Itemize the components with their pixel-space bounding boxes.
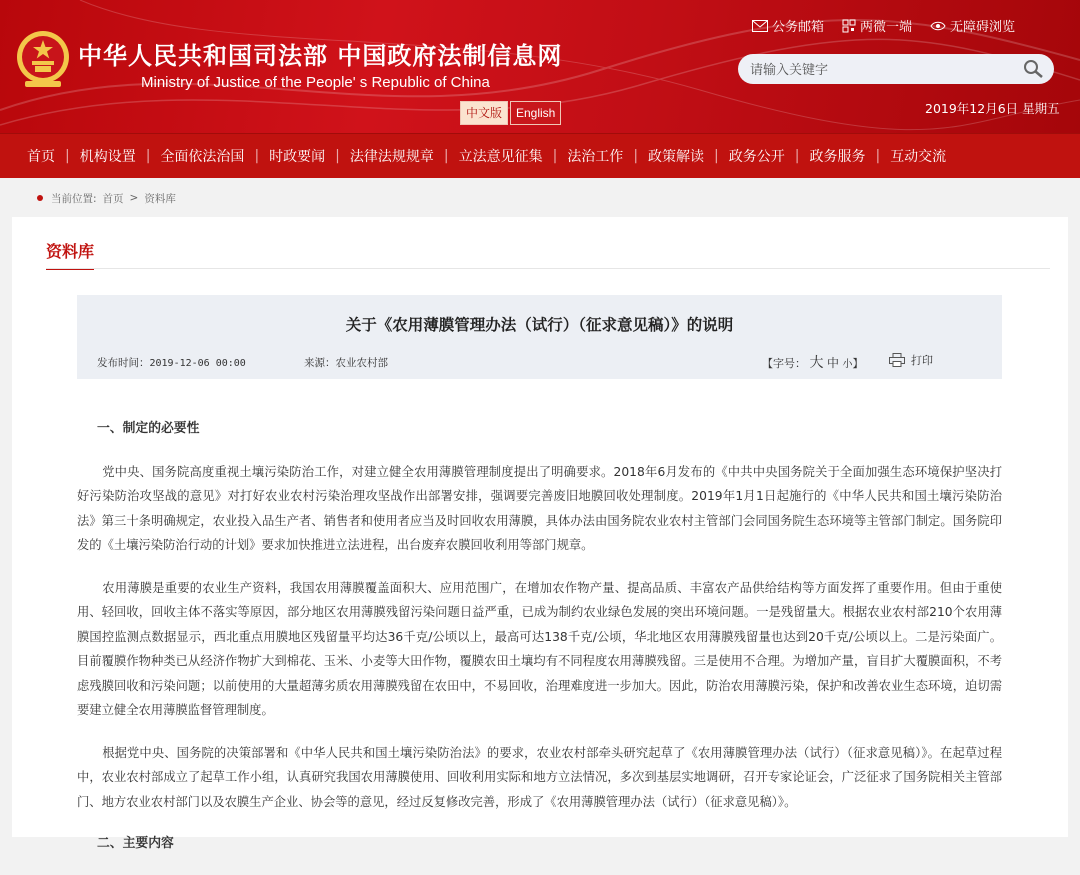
search-box bbox=[738, 54, 1054, 84]
national-emblem-icon bbox=[15, 27, 71, 91]
section-title: 资料库 bbox=[46, 239, 94, 270]
font-size-small-button[interactable]: 小 bbox=[842, 359, 853, 370]
breadcrumb bbox=[0, 178, 1080, 218]
weibo-wechat-app-label: 两微一端 bbox=[860, 20, 913, 35]
breadcrumb-home-link[interactable]: 首页 bbox=[102, 192, 124, 205]
nav-item-policy-interpretation[interactable]: 政策解读 bbox=[648, 149, 705, 165]
language-english-button[interactable]: English bbox=[510, 101, 561, 125]
top-links bbox=[752, 16, 1015, 35]
location-dot-icon bbox=[37, 195, 43, 201]
nav-item-organization[interactable]: 机构设置 bbox=[79, 149, 136, 165]
current-date: 2019年12月6日 星期五 bbox=[925, 101, 1060, 116]
site-header bbox=[0, 0, 1080, 133]
nav-item-laws-regulations[interactable]: 法律法规规章 bbox=[349, 149, 434, 165]
font-size-medium-button[interactable]: 中 bbox=[827, 356, 840, 370]
printer-icon bbox=[889, 353, 905, 367]
publish-time-value: 2019-12-06 00:00 bbox=[149, 358, 246, 369]
nav-separator: | bbox=[552, 148, 558, 164]
source-value: 农业农村部 bbox=[335, 357, 388, 369]
site-title-chinese[interactable]: 中华人民共和国司法部 中国政府法制信息网 bbox=[78, 41, 563, 70]
nav-separator: | bbox=[254, 148, 260, 164]
eye-icon bbox=[930, 20, 946, 32]
nav-separator: | bbox=[875, 148, 881, 164]
nav-separator: | bbox=[335, 148, 340, 164]
article-header bbox=[77, 295, 1002, 379]
nav-item-news[interactable]: 时政要闻 bbox=[269, 149, 326, 165]
print-button[interactable] bbox=[889, 352, 933, 368]
nav-separator: | bbox=[633, 148, 639, 164]
font-size-selector bbox=[762, 352, 864, 372]
main-navigation bbox=[0, 133, 1080, 178]
official-mail-label: 公务邮箱 bbox=[772, 20, 825, 35]
breadcrumb-separator: > bbox=[129, 192, 139, 204]
content-panel bbox=[12, 217, 1068, 851]
nav-item-legislation-feedback[interactable]: 立法意见征集 bbox=[458, 149, 543, 165]
font-size-label: 【字号： bbox=[762, 357, 806, 370]
search-icon[interactable] bbox=[1022, 59, 1044, 79]
nav-item-legal-work[interactable]: 法治工作 bbox=[567, 149, 624, 165]
print-label: 打印 bbox=[911, 354, 933, 367]
nav-separator: | bbox=[794, 148, 800, 164]
nav-item-home[interactable]: 首页 bbox=[27, 149, 55, 165]
publish-time bbox=[97, 355, 246, 370]
nav-item-rule-of-law[interactable]: 全面依法治国 bbox=[160, 149, 245, 165]
mail-icon bbox=[752, 20, 768, 32]
breadcrumb-label: 当前位置: bbox=[51, 192, 97, 205]
paragraph-3: 根据党中央、国务院的决策部署和《中华人民共和国土壤污染防治法》的要求，农业农村部牵头研究起草了《农用薄膜管理办法（试行）（征求意见稿）》。在起草过程中，农业农村部成立了起草工作小组，认真研究我国农用薄膜使用、回收利用实际和地方立法情况，多次到基层实地调研，召开专家论证会，广泛征求了国务院相关主管部门、地方农业农村部门以及农膜生产企业、协会等的意见，经过反复修改完善，形成了《农用薄膜管理办法（试行）（征求意见稿）》。 bbox=[77, 745, 1002, 809]
article-body bbox=[77, 417, 1002, 875]
accessibility-label: 无障碍浏览 bbox=[950, 20, 1016, 35]
accessibility-link[interactable] bbox=[930, 16, 1015, 35]
search-input[interactable] bbox=[748, 59, 1012, 81]
site-title-english[interactable]: Ministry of Justice of the People' s Republic of China bbox=[141, 74, 490, 91]
publish-time-label: 发布时间： bbox=[97, 357, 150, 369]
nav-item-government-affairs[interactable]: 政务公开 bbox=[728, 149, 785, 165]
section-heading-main-content: 二、主要内容 bbox=[97, 836, 174, 851]
paragraph-1: 党中央、国务院高度重视土壤污染防治工作，对建立健全农用薄膜管理制度提出了明确要求。2018年6月发布的《中共中央国务院关于全面加强生态环境保护坚决打好污染防治攻坚战的意见》对打好农业农村污染治理攻坚战作出部署安排，强调要完善废旧地膜回收处理制度。2019年1月1日起施行的《中华人民共和国土壤污染防治法》第三十条明确规定，农业投入品生产者、销售者和使用者应当及时回收农用薄膜，具体办法由国务院农业农村主管部门会同国务院生态环境等主管部门制定。国务院印发的《土壤污染防治行动的计划》要求加快推进立法进程，出台废弃农膜回收利用等部门规章。 bbox=[77, 464, 1002, 552]
weibo-wechat-app-link[interactable] bbox=[842, 16, 912, 35]
paragraph-2: 农用薄膜是重要的农业生产资料，我国农用薄膜覆盖面积大、应用范围广，在增加农作物产量、提高品质、丰富农产品供给结构等方面发挥了重要作用。但由于重使用、轻回收，回收主体不落实等原因，部分地区农用薄膜残留污染问题日益严重，已成为制约农业绿色发展的突出环境问题。一是残留量大。根据农业农村部210个农用薄膜国控监测点数据显示，西北重点用膜地区残留量平均达36千克/公顷以上，最高可达138千克/公顷，华北地区农用薄膜残留量也达到20千克/公顷以上。二是污染面广。目前覆膜作物种类已从经济作物扩大到棉花、玉米、小麦等大田作物，覆膜农田土壤均有不同程度农用薄膜残留。三是使用不合理。为增加产量，盲目扩大覆膜面积，不考虑残膜回收和污染问题；以前使用的大量超薄劣质农用薄膜残留在农田中，不易回收，治理难度进一步加大。因此，防治农用薄膜污染，保护和改善农业生态环境，迫切需要建立健全农用薄膜监督管理制度。 bbox=[77, 580, 1002, 717]
nav-item-interaction[interactable]: 互动交流 bbox=[890, 149, 947, 165]
font-size-close: 】 bbox=[852, 357, 864, 370]
font-size-large-button[interactable]: 大 bbox=[809, 355, 824, 371]
official-mail-link[interactable] bbox=[752, 16, 824, 35]
breadcrumb-current[interactable]: 资料库 bbox=[144, 192, 176, 205]
nav-separator: | bbox=[65, 148, 70, 164]
section-heading-necessity: 一、制定的必要性 bbox=[97, 421, 200, 436]
nav-item-government-services[interactable]: 政务服务 bbox=[809, 149, 866, 165]
article-title: 关于《农用薄膜管理办法（试行）（征求意见稿）》的说明 bbox=[345, 316, 734, 334]
nav-separator: | bbox=[714, 148, 719, 164]
qr-code-icon bbox=[842, 19, 856, 33]
article-source bbox=[304, 355, 388, 370]
nav-separator: | bbox=[443, 148, 449, 164]
section-divider bbox=[46, 268, 1050, 269]
language-chinese-button[interactable]: 中文版 bbox=[460, 101, 508, 125]
source-label: 来源： bbox=[304, 357, 336, 369]
nav-separator: | bbox=[145, 148, 151, 164]
